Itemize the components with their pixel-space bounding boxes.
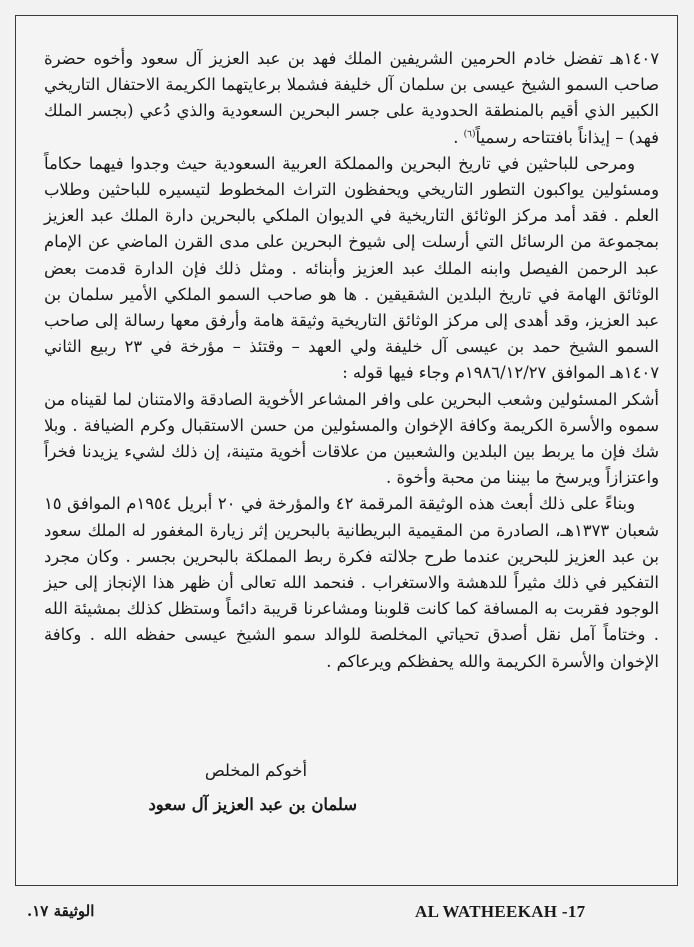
paragraph-4: وبناءً على ذلك أبعث هذه الوثيقة المرقمة ٤٢ والمؤرخة في ٢٠ أبريل ١٩٥٤م الموافق ١٥ شعبان ١٣٧٣هـ، الصادرة من المقيمية البريطانية بالبحرين إثر زيارة المغفور له الملك سعود بن عبد العزيز للبحرين عندما طرح جلالته فكرة ربط المملكة بالبحرين بجسر . وكان مجرد التفكير في ذلك مثيراً للدهشة والاستغراب . فنحمد الله تعالى أن ظهر هذا الإنجاز إلى حيز الوجود فقربت به المسافة كما كانت قلوبنا ومشاعرنا قريبة دائماً وستظل كذلك بمشيئة الله . وختاماً آمل نقل أصدق تحياتي المخلصة للوالد سمو الشيخ عيسى حفظه الله . وكافة الإخوان والأسرة الكريمة والله يحفظكم ويرعاكم . [44,494,659,671]
paragraph-1-text: ١٤٠٧هـ تفضل خادم الحرمين الشريفين الملك فهد بن عبد العزيز آل سعود وأخوه حضرة صاحب السمو الشيخ عيسى بن سلمان آل خليفة فشملا برعايتهما الكريمة الاحتفال التاريخي الكبير الذي أقيم بالمنطقة الحدودية على جسر البحرين السعودية والذي دُعي (بجسر الملك فهد) – إيذاناً بافتتاحه رسمياً [44,49,659,147]
footer-journal-title: AL WATHEEKAH -17 [415,902,586,921]
paragraph-3-letter-quote: أشكر المسئولين وشعب البحرين على وافر المشاعر الأخوية الصادقة والامتنان لما لقيناه من سموه والأسرة الكريمة وكافة الإخوان والمسئولين من حسن الاستقبال وكرم الضيافة . وبلا شك فإن ما يربط بين البلدين والشعبين من علاقات أخوية متينة، إن ذلك لشيء يزيدنا فخراً واعتزازاً ويرسخ ما بيننا من محبة وأخوة . [44,389,659,488]
signature-name: سلمان بن عبد العزيز آل سعود [148,795,357,814]
signature-closing: أخوكم المخلص [204,761,307,780]
paragraph-2: ومرحى للباحثين في تاريخ البحرين والمملكة العربية السعودية حيث وجدوا فيهما حكاماً ومسئولين يواكبون التطور التاريخي ويحفظون التراث المخطوط لتيسيره للباحثين وطلاب العلم . فقد أمد مركز الوثائق التاريخية في الديوان الملكي بالبحرين دارة الملك عبد العزيز بمجموعة من الرسائل التي أرسلت إلى شيوخ البحرين على مدى القرن الماضي عن الإمام عبد الرحمن الفيصل وابنه الملك عبد العزيز وأبنائه . ومثل ذلك فإن الدارة قدمت بعض الوثائق الهامة في تاريخ البلدين الشقيقين . ها هو صاحب السمو الملكي الأمير سلمان بن عبد العزيز، وقد أهدى إلى مركز الوثائق التاريخية وثيقة هامة وأرفق معها رسالة إلى صاحب السمو الشيخ حمد بن عيسى آل خليفة ولي العهد – وقتئذ – مؤرخة في ٢٣ ربيع الثاني ١٤٠٧هـ الموافق ١٩٨٦/١٢/٢٧م وجاء فيها قوله : [44,153,659,383]
paragraph-1-end: . [453,127,464,147]
signature-block [148,754,357,822]
document-body [44,46,659,675]
footnote-marker: (٦) [463,129,476,140]
page-footer [15,892,678,932]
page-frame [15,15,678,886]
paragraph-1 [44,46,659,151]
footer-page-label: الوثيقة ١٧. [27,902,95,920]
